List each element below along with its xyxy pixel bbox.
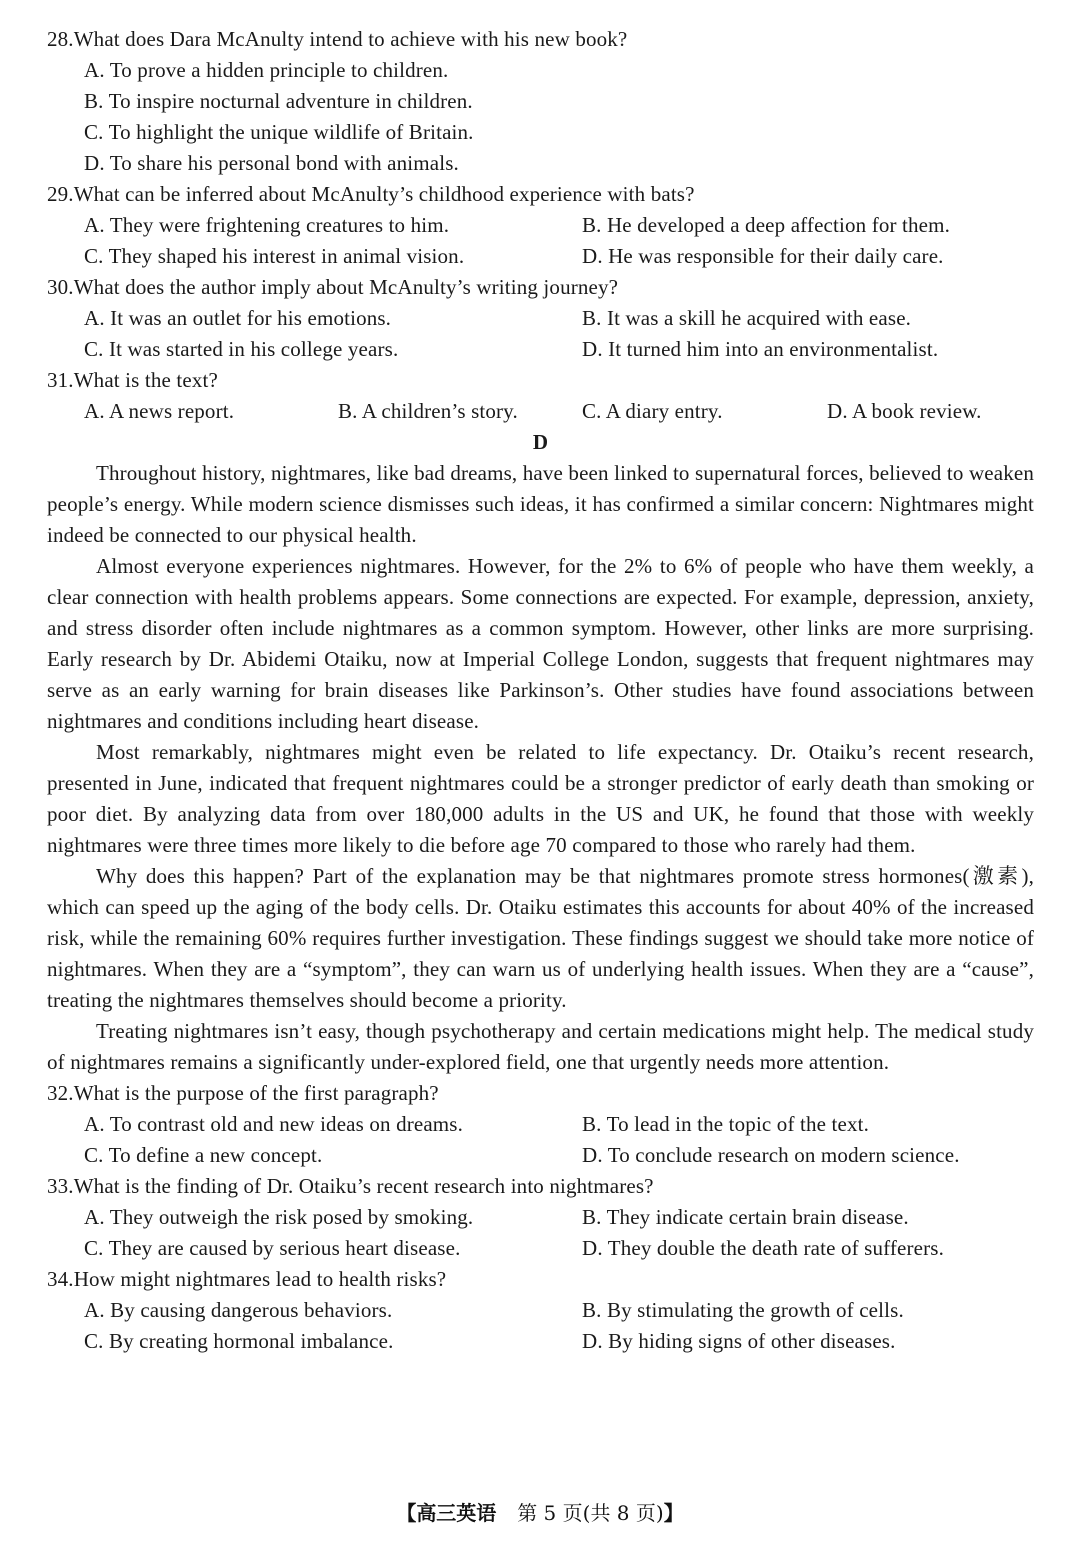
exam-page — [47, 24, 1034, 1357]
option-b: B. To inspire nocturnal adventure in children. — [84, 89, 473, 113]
passage-paragraph-4: Why does this happen? Part of the explanation may be that nightmares promote stress hormones(激素), which can speed up the aging of the body cells. Dr. Otaiku estimates this accounts for about 40% of the increased risk, while the remaining 60% requires further investigation. These findings suggest we should take more notice of nightmares. When they are a “symptom”, they can warn us of underlying health issues. When they are a “cause”, treating the nightmares themselves should become a priority. — [47, 864, 1034, 1012]
question-28 — [47, 24, 1034, 179]
question-stem: 30.What does the author imply about McAnulty’s writing journey? — [47, 275, 619, 299]
question-30 — [47, 272, 1034, 365]
option-b: B. A children’s story. — [338, 399, 518, 423]
option-a: A. To contrast old and new ideas on dreams. — [84, 1112, 464, 1136]
option-row — [47, 210, 1034, 241]
question-stem: 31.What is the text? — [47, 368, 218, 392]
passage-paragraph-1: Throughout history, nightmares, like bad dreams, have been linked to supernatural forces, believed to weaken people’s energy. While modern science dismisses such ideas, it has confirmed a similar concern: Nightmares might indeed be connected to our physical health. — [47, 461, 1034, 547]
option-b: B. To lead in the topic of the text. — [582, 1112, 869, 1136]
option-c: C. By creating hormonal imbalance. — [84, 1329, 394, 1353]
question-32 — [47, 1078, 1034, 1171]
option-d: D. A book review. — [827, 399, 982, 423]
option-b: B. It was a skill he acquired with ease. — [582, 306, 912, 330]
option-d: D. They double the death rate of sufferers. — [582, 1236, 944, 1260]
option-a: A. To prove a hidden principle to children. — [84, 58, 449, 82]
reading-passage — [47, 458, 1034, 1078]
footer-open-bracket: 【 — [396, 1501, 417, 1525]
question-stem: 32.What is the purpose of the first paragraph? — [47, 1081, 439, 1105]
option-row — [47, 334, 1034, 365]
section-heading: D — [532, 430, 549, 454]
option-row — [47, 241, 1034, 272]
question-31 — [47, 365, 1034, 427]
option-b: B. He developed a deep affection for them. — [582, 213, 951, 237]
option-a: A. They were frightening creatures to him. — [84, 213, 450, 237]
footer-page-number: 第 5 页(共 8 页) — [517, 1501, 664, 1525]
option-row — [47, 396, 1034, 427]
option-c: C. They are caused by serious heart disease. — [84, 1236, 461, 1260]
option-c: C. They shaped his interest in animal vision. — [84, 244, 465, 268]
option-row — [47, 303, 1034, 334]
option-a: A. It was an outlet for his emotions. — [84, 306, 392, 330]
footer-subject: 高三英语 — [416, 1501, 497, 1525]
passage-paragraph-2: Almost everyone experiences nightmares. However, for the 2% to 6% of people who have them weekly, a clear connection with health problems appears. Some connections are expected. For example, depression, anxiety, and stress disorder often include nightmares as a common symptom. However, other links are more surprising. Early research by Dr. Abidemi Otaiku, now at Imperial College London, suggests that frequent nightmares may serve as an early warning for brain diseases like Parkinson’s. Other studies have found associations between nightmares and conditions including heart disease. — [47, 554, 1034, 733]
question-stem: 33.What is the finding of Dr. Otaiku’s recent research into nightmares? — [47, 1174, 654, 1198]
option-a: A. By causing dangerous behaviors. — [84, 1298, 393, 1322]
option-a: A. A news report. — [84, 399, 235, 423]
option-d: D. It turned him into an environmentalist. — [582, 337, 939, 361]
option-d: D. To conclude research on modern science. — [582, 1143, 960, 1167]
option-c: C. A diary entry. — [582, 399, 723, 423]
option-b: B. By stimulating the growth of cells. — [582, 1298, 904, 1322]
option-b: B. They indicate certain brain disease. — [582, 1205, 909, 1229]
footer-close-bracket: 】 — [663, 1501, 684, 1525]
option-row — [47, 1326, 1034, 1357]
option-row — [47, 1202, 1034, 1233]
option-d: D. By hiding signs of other diseases. — [582, 1329, 896, 1353]
option-d: D. To share his personal bond with animals. — [84, 151, 459, 175]
passage-paragraph-3: Most remarkably, nightmares might even be related to life expectancy. Dr. Otaiku’s recent research, presented in June, indicated that frequent nightmares could be a stronger predictor of early death than smoking or poor diet. By analyzing data from over 180,000 adults in the US and UK, he found that those with weekly nightmares were three times more likely to die before age 70 compared to those who rarely had them. — [47, 740, 1034, 857]
option-row — [47, 1295, 1034, 1326]
option-c: C. To highlight the unique wildlife of Britain. — [84, 120, 474, 144]
option-d: D. He was responsible for their daily care. — [582, 244, 944, 268]
passage-paragraph-5: Treating nightmares isn’t easy, though psychotherapy and certain medications might help. The medical study of nightmares remains a significantly under-explored field, one that urgently needs more attention. — [47, 1019, 1034, 1074]
question-stem: 34.How might nightmares lead to health risks? — [47, 1267, 447, 1291]
question-29 — [47, 179, 1034, 272]
option-c: C. It was started in his college years. — [84, 337, 399, 361]
option-row — [47, 1233, 1034, 1264]
option-row — [47, 1109, 1034, 1140]
question-stem: 28.What does Dara McAnulty intend to achieve with his new book? — [47, 27, 628, 51]
question-34 — [47, 1264, 1034, 1357]
option-a: A. They outweigh the risk posed by smoking. — [84, 1205, 474, 1229]
question-33 — [47, 1171, 1034, 1264]
option-c: C. To define a new concept. — [84, 1143, 323, 1167]
option-row — [47, 1140, 1034, 1171]
page-footer — [0, 1497, 1080, 1526]
question-stem: 29.What can be inferred about McAnulty’s childhood experience with bats? — [47, 182, 695, 206]
